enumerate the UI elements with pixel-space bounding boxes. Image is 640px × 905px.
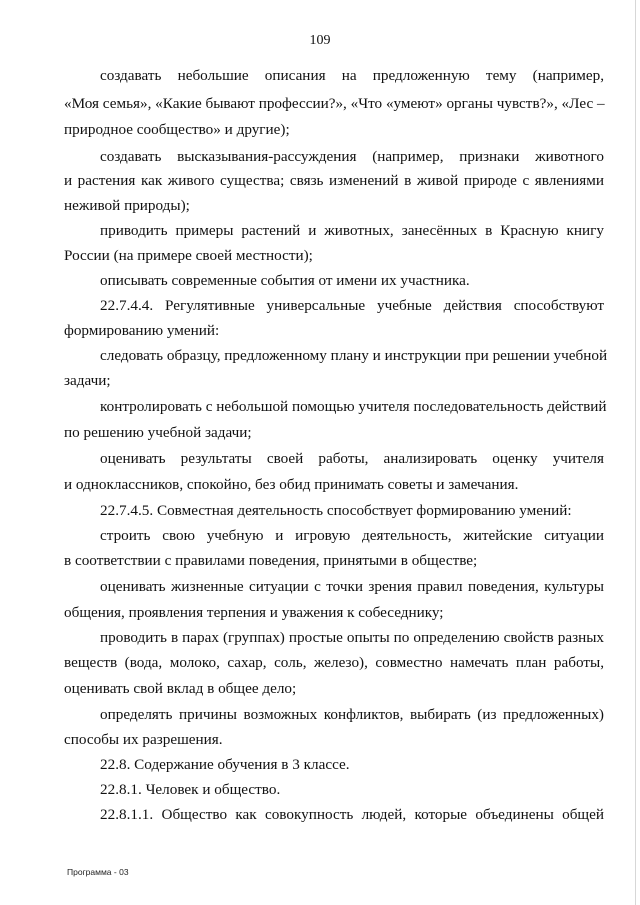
- text-line: России (на примере своей местности);: [64, 247, 313, 264]
- text-line: описывать современные события от имени их участника.: [100, 272, 470, 289]
- text-line: 22.7.4.5. Совместная деятельность способствует формированию умений:: [100, 502, 572, 519]
- text-line: строить свою учебную и игровую деятельность, житейские ситуации: [100, 527, 604, 544]
- text-line: «Моя семья», «Какие бывают профессии?», «Что «умеют» органы чувств?», «Лес –: [64, 95, 605, 112]
- text-line: создавать высказывания-рассуждения (например, признаки животного: [100, 148, 604, 165]
- footer-label: Программа - 03: [67, 867, 129, 877]
- text-line: формированию умений:: [64, 322, 220, 339]
- text-line: 22.8.1.1. Общество как совокупность людей, которые объединены общей: [100, 806, 604, 823]
- text-line: создавать небольшие описания на предложенную тему (например,: [100, 67, 604, 84]
- text-line: веществ (вода, молоко, сахар, соль, железо), совместно намечать план работы,: [64, 654, 604, 671]
- text-line: контролировать с небольшой помощью учителя последовательность действий: [100, 398, 607, 415]
- text-line: и одноклассников, спокойно, без обид принимать советы и замечания.: [64, 476, 519, 493]
- page-edge: [635, 0, 636, 905]
- text-line: оценивать жизненные ситуации с точки зрения правил поведения, культуры: [100, 578, 604, 595]
- text-line: по решению учебной задачи;: [64, 424, 252, 441]
- text-line: задачи;: [64, 372, 111, 389]
- text-line: проводить в парах (группах) простые опыты по определению свойств разных: [100, 629, 604, 646]
- text-line: определять причины возможных конфликтов, выбирать (из предложенных): [100, 706, 604, 723]
- text-line: следовать образцу, предложенному плану и инструкции при решении учебной: [100, 347, 608, 364]
- page-number: 109: [309, 33, 331, 48]
- text-line: природное сообщество» и другие);: [64, 121, 290, 138]
- text-line: оценивать свой вклад в общее дело;: [64, 680, 297, 697]
- text-line: общения, проявления терпения и уважения к собеседнику;: [64, 604, 444, 621]
- section-heading: 22.8. Содержание обучения в 3 классе.: [100, 756, 350, 773]
- text-line: неживой природы);: [64, 197, 190, 214]
- text-line: способы их разрешения.: [64, 731, 223, 748]
- text-line: приводить примеры растений и животных, занесённых в Красную книгу: [100, 222, 604, 239]
- text-line: 22.7.4.4. Регулятивные универсальные учебные действия способствуют: [100, 297, 604, 314]
- section-heading: 22.8.1. Человек и общество.: [100, 781, 281, 798]
- text-line: и растения как живого существа; связь изменений в живой природе с явлениями: [64, 172, 604, 189]
- text-line: в соответствии с правилами поведения, принятыми в обществе;: [64, 552, 478, 569]
- text-line: оценивать результаты своей работы, анализировать оценку учителя: [100, 450, 604, 467]
